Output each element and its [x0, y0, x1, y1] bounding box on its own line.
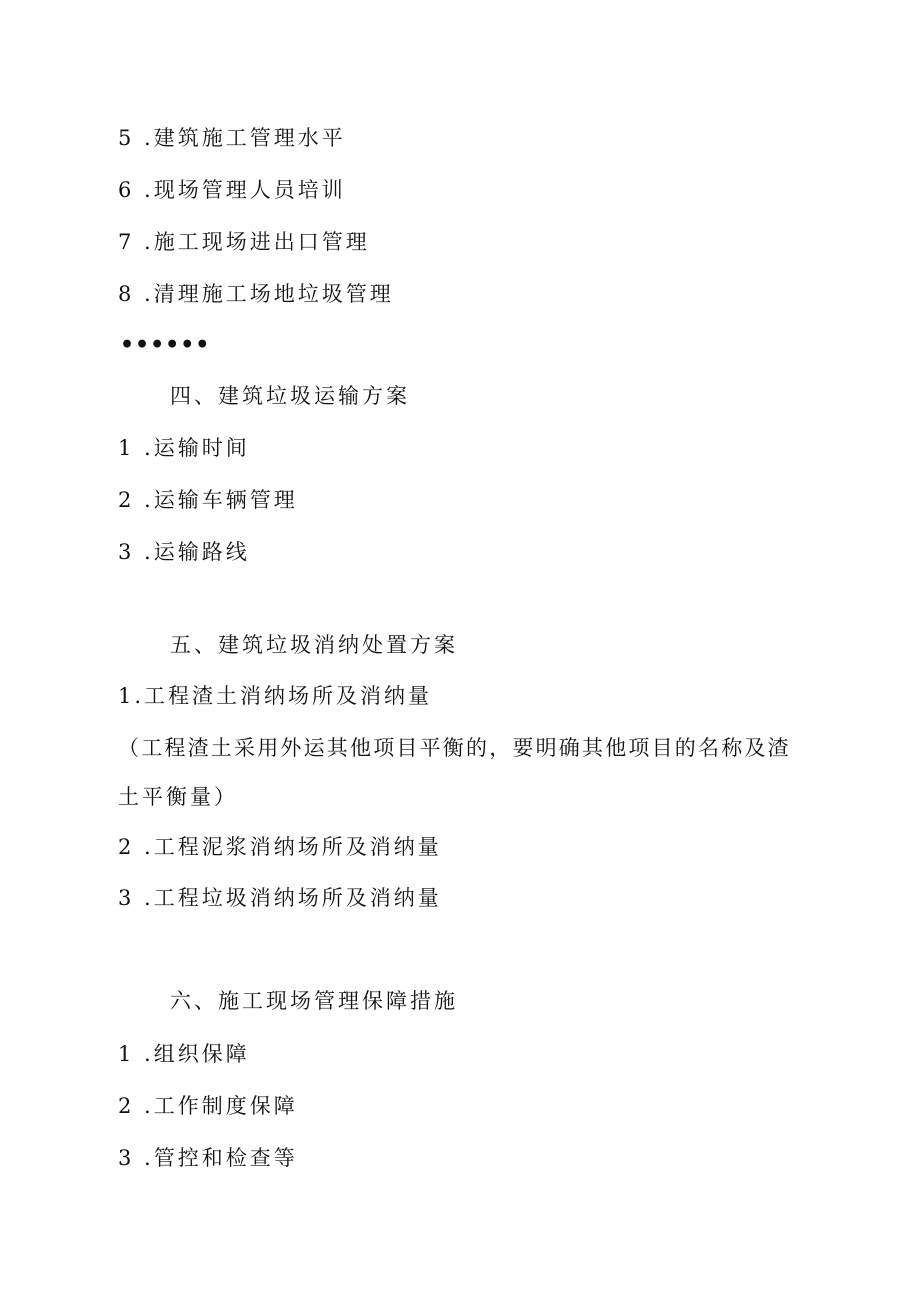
list-item: 3 .运输路线	[118, 540, 250, 564]
list-item: 2 .工作制度保障	[118, 1094, 298, 1118]
list-item: 3 .管控和检查等	[118, 1146, 298, 1170]
list-item: 6 .现场管理人员培训	[118, 178, 346, 202]
ellipsis: ••••••	[120, 332, 211, 358]
section-heading-safeguards: 六、施工现场管理保障措施	[170, 989, 458, 1013]
list-item: 1.工程渣土消纳场所及消纳量	[118, 684, 433, 708]
list-item: 5 .建筑施工管理水平	[118, 126, 346, 150]
list-item: 7 .施工现场进出口管理	[118, 230, 370, 254]
list-item: 2 .运输车辆管理	[118, 488, 298, 512]
section-heading-transport: 四、建筑垃圾运输方案	[170, 384, 410, 408]
section-heading-disposal: 五、建筑垃圾消纳处置方案	[170, 633, 458, 657]
list-item: 8 .清理施工场地垃圾管理	[118, 282, 394, 306]
note-paragraph-line: （工程渣土采用外运其他项目平衡的，要明确其他项目的名称及渣	[118, 736, 791, 760]
list-item: 2 .工程泥浆消纳场所及消纳量	[118, 835, 442, 859]
list-item: 1 .运输时间	[118, 436, 250, 460]
note-paragraph-line: 土平衡量）	[118, 785, 238, 809]
list-item: 3 .工程垃圾消纳场所及消纳量	[118, 886, 442, 910]
list-item: 1 .组织保障	[118, 1042, 250, 1066]
